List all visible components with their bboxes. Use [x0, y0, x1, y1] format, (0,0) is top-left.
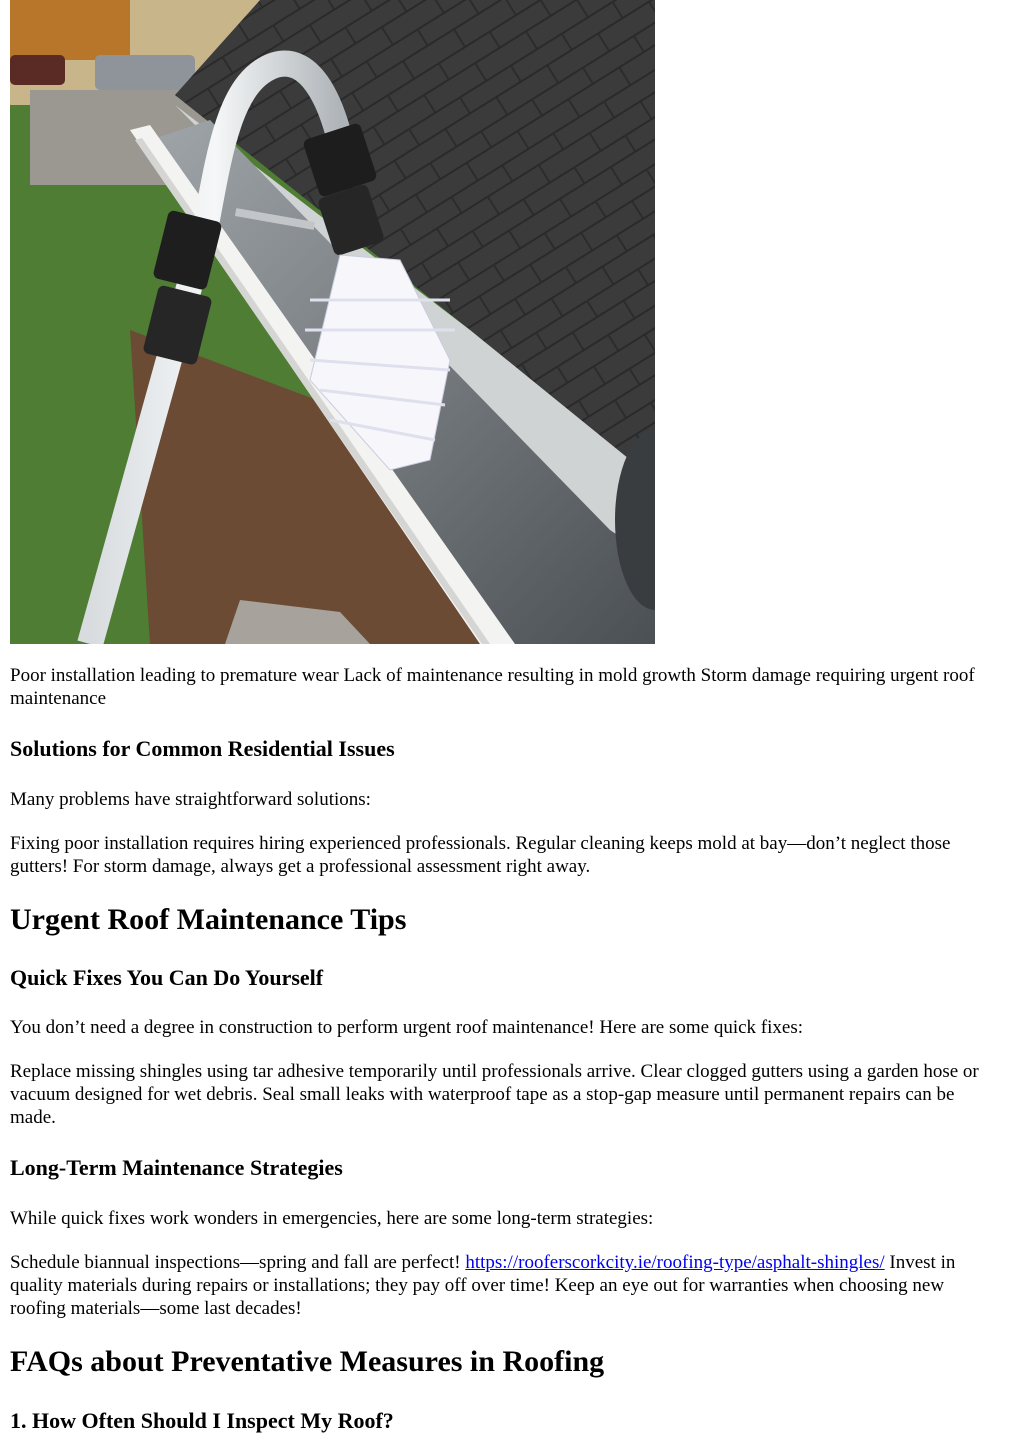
intro-paragraph: Poor installation leading to premature wear Lack of maintenance resulting in mold growth Storm damage requiring urgent roof maintenance	[10, 665, 975, 709]
long-term-body-start: Schedule biannual inspections—spring and fall are perfect!	[10, 1252, 466, 1273]
asphalt-shingles-link[interactable]: https://rooferscorkcity.ie/roofing-type/asphalt-shingles/	[465, 1252, 885, 1273]
heading-solutions: Solutions for Common Residential Issues	[10, 736, 395, 761]
quick-fixes-lead: You don’t need a degree in construction to perform urgent roof maintenance! Here are some quick fixes:	[10, 1017, 803, 1038]
solutions-body: Fixing poor installation requires hiring experienced professionals. Regular cleaning keeps mold at bay—don’t neglect those gutters! For storm damage, always get a professional assessment right away.	[10, 833, 951, 877]
heading-urgent-tips: Urgent Roof Maintenance Tips	[10, 903, 407, 936]
heading-quick-fixes: Quick Fixes You Can Do Yourself	[10, 965, 324, 990]
long-term-lead: While quick fixes work wonders in emergencies, here are some long-term strategies:	[10, 1208, 654, 1229]
article-page	[10, 0, 1000, 1433]
heading-faqs: FAQs about Preventative Measures in Roofing	[10, 1345, 605, 1378]
long-term-body	[10, 1251, 1000, 1320]
quick-fixes-body: Replace missing shingles using tar adhesive temporarily until professionals arrive. Clear clogged gutters using a garden hose or vacuum designed for wet debris. Seal small leaks with waterproof tape as a stop-gap measure until permanent repairs can be made.	[10, 1061, 979, 1128]
gutter-cleaning-photo	[10, 0, 655, 644]
heading-long-term: Long-Term Maintenance Strategies	[10, 1155, 343, 1180]
solutions-lead: Many problems have straightforward solutions:	[10, 789, 371, 810]
long-term-body-end: Invest in quality materials during repairs or installations; they pay off over time! Keep an eye out for warranties when choosing new roofing materials—some last decades!	[10, 1252, 956, 1319]
faq-question-1: 1. How Often Should I Inspect My Roof?	[10, 1408, 394, 1433]
